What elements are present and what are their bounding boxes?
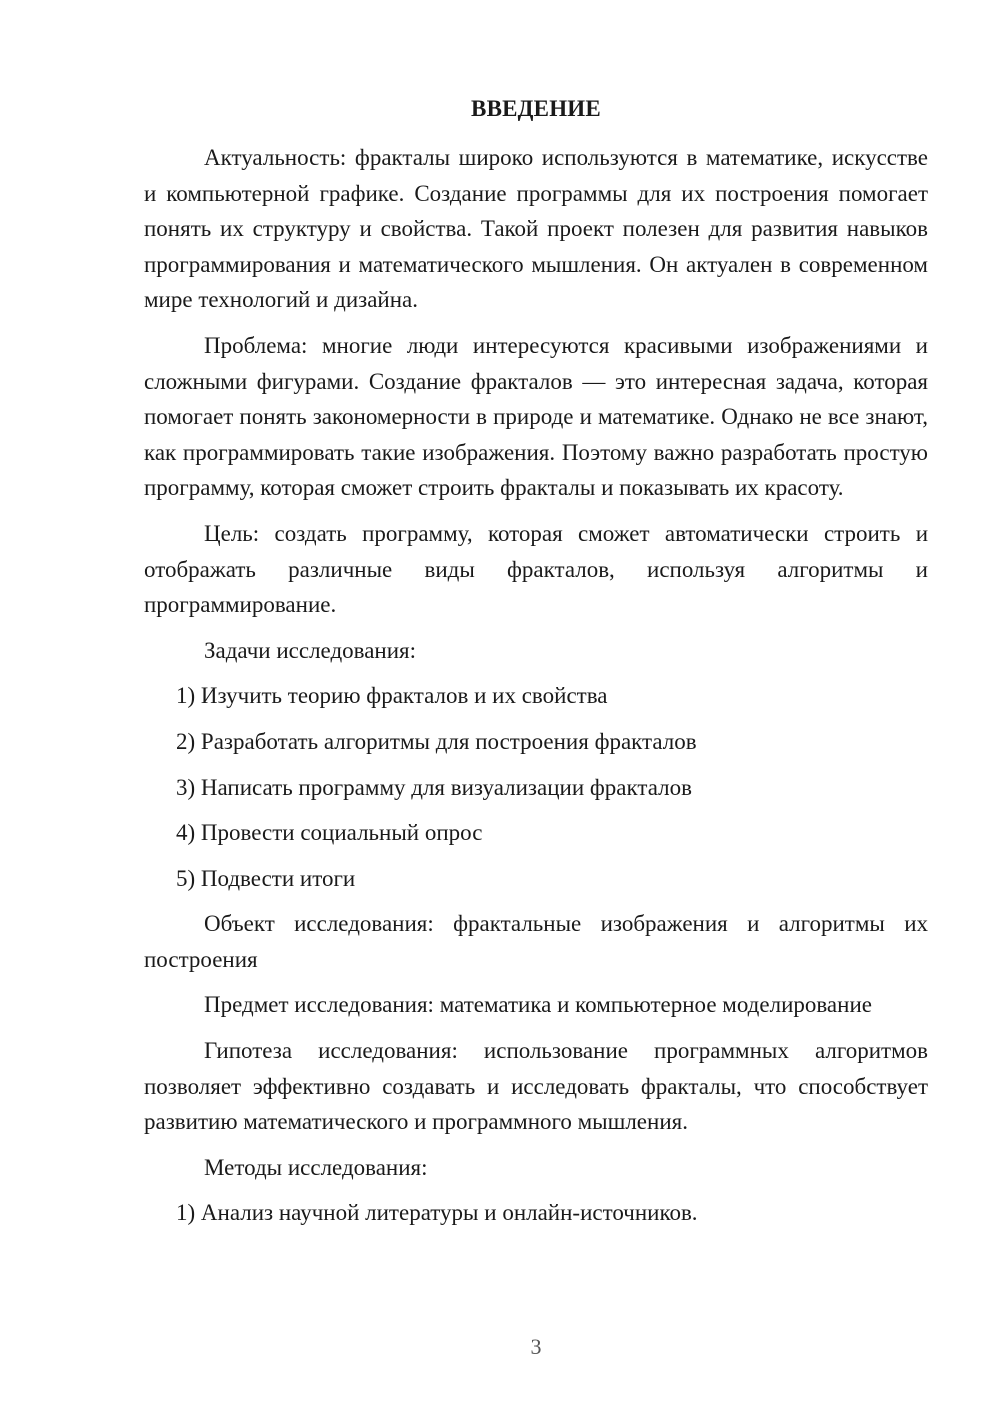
problem-paragraph: Проблема: многие люди интересуются красивыми изображениями и сложными фигурами. Создание фракталов — это интересная задача, которая помогает понять закономерности в природе и математике. Однако не все знают, как программировать такие изображения. Поэтому важно разработать простую программу, которая сможет строить фракталы и показывать их красоту. (144, 332, 928, 501)
list-item: 1) Анализ научной литературы и онлайн-источников. (176, 1200, 698, 1226)
methods-heading: Методы исследования: (204, 1154, 428, 1180)
list-item: 2) Разработать алгоритмы для построения фракталов (176, 728, 697, 754)
list-item: 1) Изучить теорию фракталов и их свойства (176, 683, 608, 709)
page-title: ВВЕДЕНИЕ (471, 96, 601, 121)
tasks-heading: Задачи исследования: (204, 637, 417, 663)
list-item: 4) Провести социальный опрос (176, 820, 483, 846)
tasks-list (144, 678, 928, 896)
subject-paragraph: Предмет исследования: математика и компьютерное моделирование (204, 992, 872, 1018)
hypothesis-paragraph: Гипотеза исследования: использование программных алгоритмов позволяет эффективно создавать и исследовать фракталы, что способствует развитию математического и программного мышления. (144, 1038, 928, 1135)
object-paragraph: Объект исследования: фрактальные изображения и алгоритмы их построения (144, 911, 928, 972)
goal-paragraph: Цель: создать программу, которая сможет автоматически строить и отображать различные виды фракталов, используя алгоритмы и программирование. (144, 520, 928, 618)
list-item: 3) Написать программу для визуализации фракталов (176, 774, 692, 800)
page-number: 3 (530, 1334, 542, 1359)
relevance-paragraph: Актуальность: фракталы широко используются в математике, искусстве и компьютерной графике. Создание программы для их построения помогает понять их структуру и свойства. Такой проект полезен для развития навыков программирования и математического мышления. Он актуален в современном мире технологий и дизайна. (144, 145, 928, 313)
document-body (144, 140, 928, 1231)
methods-list (144, 1195, 928, 1231)
list-item: 5) Подвести итоги (176, 865, 356, 891)
